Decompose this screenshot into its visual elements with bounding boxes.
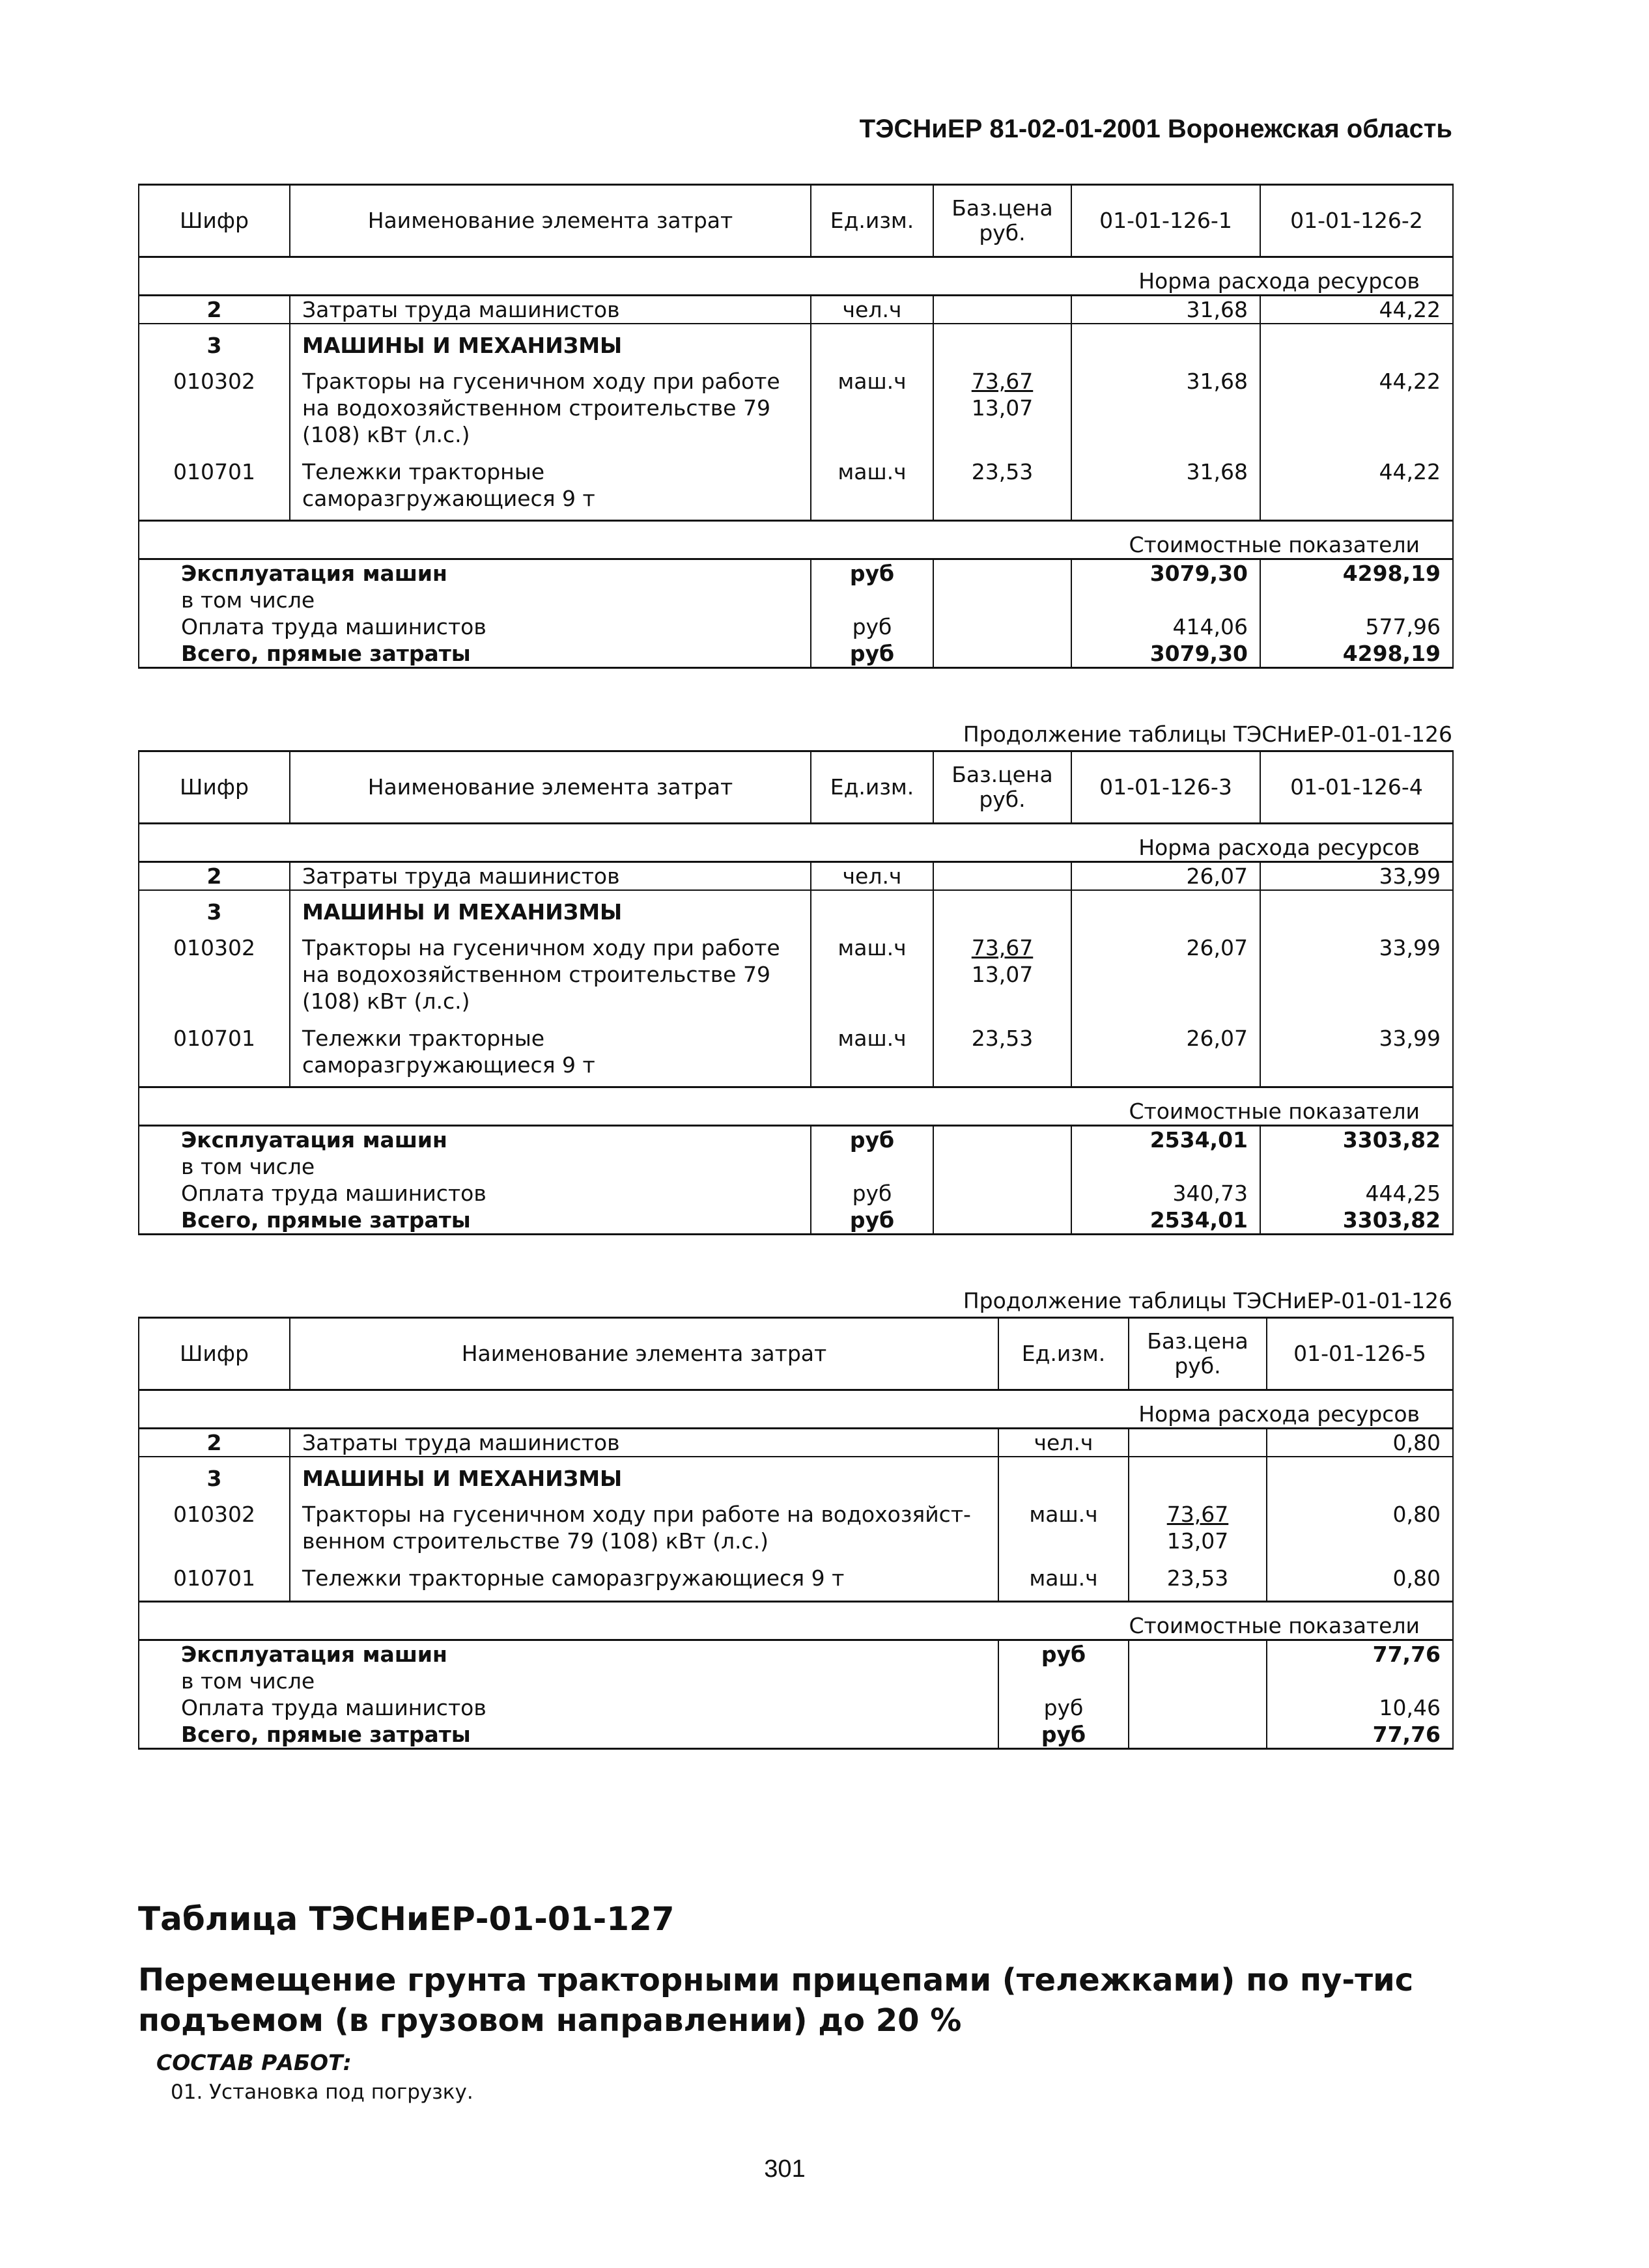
table-row: 3 МАШИНЫ И МЕХАНИЗМЫ	[139, 890, 1453, 929]
table-row: 2 Затраты труда машинистов чел.ч 31,68 44,22	[139, 296, 1453, 324]
table-header-row	[139, 185, 1453, 257]
norm-band-label: Норма расхода ресурсов	[139, 257, 1453, 296]
col-unit-header: Ед.изм.	[998, 1318, 1129, 1390]
table-row: Эксплуатация машин руб 2534,01 3303,82	[139, 1126, 1453, 1154]
table-row: Оплата труда машинистов руб 340,73 444,25	[139, 1180, 1453, 1207]
cost-band-label: Стоимостные показатели	[139, 521, 1453, 559]
table-row: Оплата труда машинистов руб 414,06 577,96	[139, 613, 1453, 640]
col-norm-header: 01-01-126-1	[1071, 185, 1260, 257]
table-row: 2 Затраты труда машинистов чел.ч 0,80	[139, 1429, 1453, 1457]
table-row: Всего, прямые затраты руб 2534,01 3303,82	[139, 1207, 1453, 1235]
table-row: Оплата труда машинистов руб 10,46	[139, 1694, 1453, 1721]
col-norm-header: 01-01-126-5	[1267, 1318, 1453, 1390]
norm-band-label: Норма расхода ресурсов	[139, 1390, 1453, 1429]
table-header-row	[139, 751, 1453, 824]
table-row: 010701 Тележки тракторные саморазгружающиеся 9 т маш.ч 23,53 31,68 44,22	[139, 448, 1453, 521]
table-row: Всего, прямые затраты руб 3079,30 4298,19	[139, 640, 1453, 668]
col-unit-header: Ед.изм.	[811, 751, 933, 824]
norm-band-label: Норма расхода ресурсов	[139, 824, 1453, 862]
col-norm-header: 01-01-126-2	[1260, 185, 1453, 257]
continuation-label: Продолжение таблицы ТЭСНиЕР-01-01-126	[963, 1288, 1452, 1313]
col-code-header: Шифр	[139, 185, 290, 257]
col-norm-header: 01-01-126-3	[1071, 751, 1260, 824]
table-row: Всего, прямые затраты руб 77,76	[139, 1721, 1453, 1749]
col-unit-header: Ед.изм.	[811, 185, 933, 257]
col-code-header: Шифр	[139, 1318, 290, 1390]
page-number: 301	[764, 2155, 806, 2183]
norms-table-2	[138, 750, 1454, 1235]
col-price-header: Баз.цена руб.	[1129, 1318, 1267, 1390]
works-item: 01. Установка под погрузку.	[171, 2080, 473, 2104]
table-row: 3 МАШИНЫ И МЕХАНИЗМЫ	[139, 1457, 1453, 1496]
cost-band-label: Стоимостные показатели	[139, 1602, 1453, 1640]
table-row: 010701 Тележки тракторные саморазгружающиеся 9 т маш.ч 23,53 0,80	[139, 1554, 1453, 1602]
section-subtitle: Перемещение грунта тракторными прицепами (тележками) по пу-тис подъемом (в грузовом направлении) до 20 %	[138, 1962, 1414, 2039]
col-name-header: Наименование элемента затрат	[290, 185, 811, 257]
table-row: в том числе	[139, 587, 1453, 613]
col-name-header: Наименование элемента затрат	[290, 751, 811, 824]
table-row: Эксплуатация машин руб 3079,30 4298,19	[139, 559, 1453, 587]
table-row: Эксплуатация машин руб 77,76	[139, 1640, 1453, 1668]
works-heading: СОСТАВ РАБОТ:	[156, 2050, 352, 2075]
continuation-label: Продолжение таблицы ТЭСНиЕР-01-01-126	[963, 721, 1452, 747]
table-header-row	[139, 1318, 1453, 1390]
table-row: в том числе	[139, 1153, 1453, 1180]
norms-table-1	[138, 184, 1454, 669]
section-title: Таблица ТЭСНиЕР-01-01-127	[138, 1900, 675, 1938]
table-row: 010302 Тракторы на гусеничном ходу при работе на водохозяйственном строительстве 79 (108) кВт (л.с.) маш.ч 73,67 13,07 26,07 33,99	[139, 929, 1453, 1015]
table-row: 010302 Тракторы на гусеничном ходу при работе на водохозяйст-венном строительстве 79 (108) кВт (л.с.) маш.ч 73,67 13,07 0,80	[139, 1496, 1453, 1554]
col-price-header: Баз.цена руб.	[933, 751, 1071, 824]
col-name-header: Наименование элемента затрат	[290, 1318, 998, 1390]
table-row: в том числе	[139, 1668, 1453, 1694]
table-row: 010701 Тележки тракторные саморазгружающиеся 9 т маш.ч 23,53 26,07 33,99	[139, 1015, 1453, 1087]
table-row: 010302 Тракторы на гусеничном ходу при работе на водохозяйственном строительстве 79 (108) кВт (л.с.) маш.ч 73,67 13,07 31,68 44,22	[139, 363, 1453, 448]
cost-band-label: Стоимостные показатели	[139, 1087, 1453, 1126]
norms-table-3	[138, 1317, 1454, 1750]
col-price-header: Баз.цена руб.	[933, 185, 1071, 257]
table-row: 3 МАШИНЫ И МЕХАНИЗМЫ	[139, 324, 1453, 363]
col-code-header: Шифр	[139, 751, 290, 824]
table-row: 2 Затраты труда машинистов чел.ч 26,07 33,99	[139, 862, 1453, 891]
document-header-title: ТЭСНиЕР 81-02-01-2001 Воронежская область	[859, 115, 1452, 143]
col-norm-header: 01-01-126-4	[1260, 751, 1453, 824]
